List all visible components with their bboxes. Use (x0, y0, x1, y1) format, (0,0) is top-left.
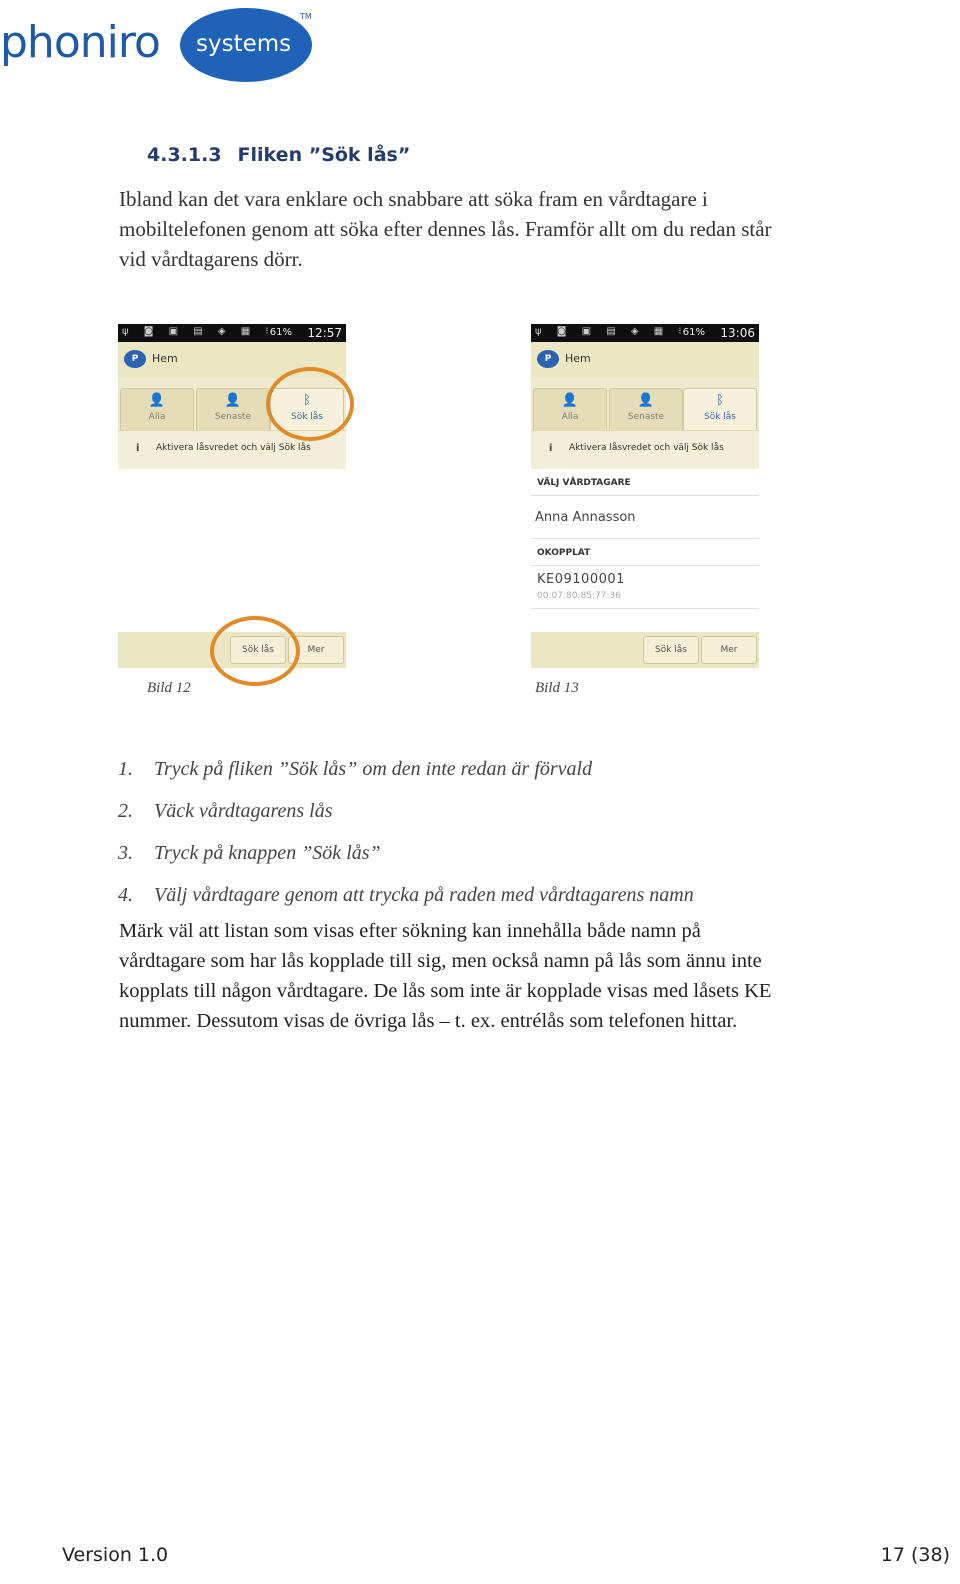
tab-senaste[interactable] (609, 388, 683, 431)
footer-version: Version 1.0 (62, 1544, 169, 1566)
screenshot-13 (531, 324, 759, 668)
divider (531, 538, 759, 539)
step-number: 3. (118, 842, 133, 864)
list-section-header: VÄLJ VÅRDTAGARE (531, 470, 759, 496)
bluetooth-icon: ᛒ (716, 393, 724, 408)
sok-las-button[interactable]: Sök lås (643, 636, 699, 664)
bluetooth-icon: ᛒ (303, 393, 311, 408)
note-line: kopplats till någon vårdtagare. De lås som inte är kopplade visas med låsets KE (119, 980, 772, 1002)
company-logo (0, 2, 320, 86)
intro-line: Ibland kan det vara enklare och snabbare att söka fram en vårdtagare i (119, 187, 708, 211)
tab-label: Sök lås (291, 412, 323, 422)
person-icon: 👤 (148, 393, 166, 408)
tab-label: Senaste (627, 412, 665, 422)
logo-word: phoniro (0, 17, 160, 68)
mer-button[interactable]: Mer (701, 636, 757, 664)
logo-trademark: TM (300, 12, 312, 21)
note-paragraph (119, 916, 919, 1036)
logo-badge-text: systems (196, 31, 292, 57)
step-text: Välj vårdtagare genom att trycka på raden med vårdtagarens namn (154, 884, 694, 906)
tab-bar (531, 378, 759, 430)
person-icon: 👤 (637, 393, 655, 408)
section-number: 4.3.1.3 (147, 144, 222, 166)
figure-caption: Bild 12 (147, 680, 191, 696)
tab-sok-las[interactable] (683, 388, 757, 431)
step-text: Tryck på knappen ”Sök lås” (154, 842, 381, 864)
note-line: nummer. Dessutom visas de övriga lås – t. ex. entrélås som telefonen hittar. (119, 1010, 738, 1032)
status-icons: ψ ◙ ▣ ▤ ◈ ▦ ⁝ (535, 326, 688, 337)
footer-page-number: 17 (38) (880, 1544, 950, 1566)
step-item (118, 874, 918, 916)
hint-text: Aktivera låsvredet och välj Sök lås (569, 443, 724, 453)
tab-senaste[interactable] (196, 388, 270, 431)
note-line: Märk väl att listan som visas efter sökning kan innehålla både namn på (119, 920, 701, 942)
intro-line: mobiltelefonen genom att söka efter dennes lås. Framför allt om du redan står (119, 217, 772, 241)
sok-las-button[interactable]: Sök lås (230, 636, 286, 664)
bottom-bar (531, 632, 759, 668)
step-item (118, 748, 918, 790)
note-line: vårdtagare som har lås kopplade till sig, men också namn på lås som ännu inte (119, 950, 762, 972)
hint-text: Aktivera låsvredet och välj Sök lås (156, 443, 311, 453)
tab-label: Senaste (214, 412, 252, 422)
app-title: Hem (152, 352, 178, 365)
intro-line: vid vårdtagarens dörr. (119, 247, 303, 271)
step-number: 1. (118, 758, 133, 780)
person-icon: 👤 (561, 393, 579, 408)
status-time: 12:57 (307, 326, 342, 340)
battery-level: 61% (682, 327, 705, 338)
info-icon: i (549, 443, 553, 454)
list-section-header: OKOPPLAT (531, 540, 759, 566)
section-heading (147, 144, 410, 166)
app-logo-icon[interactable]: P (537, 350, 559, 368)
tab-label: Sök lås (704, 412, 736, 422)
divider (531, 608, 759, 609)
highlight-circle-button (210, 616, 300, 686)
person-icon: 👤 (224, 393, 242, 408)
steps-list (118, 748, 918, 916)
status-icons: ψ ◙ ▣ ▤ ◈ ▦ ⁝ (122, 326, 275, 337)
mer-button[interactable]: Mer (288, 636, 344, 664)
status-bar (118, 324, 346, 342)
lock-row-id[interactable]: KE09100001 (537, 572, 625, 587)
step-number: 4. (118, 884, 133, 906)
status-bar (531, 324, 759, 342)
intro-paragraph (119, 184, 919, 274)
step-number: 2. (118, 800, 133, 822)
step-text: Tryck på fliken ”Sök lås” om den inte redan är förvald (154, 758, 593, 780)
section-title: Fliken ”Sök lås” (237, 144, 411, 166)
highlight-circle-tab (266, 367, 354, 441)
status-time: 13:06 (720, 326, 755, 340)
tab-alla[interactable] (120, 388, 194, 431)
tab-label: Alla (561, 412, 579, 422)
figure-caption: Bild 13 (535, 680, 579, 696)
tab-label: Alla (148, 412, 166, 422)
patient-row[interactable]: Anna Annasson (535, 510, 636, 525)
step-item (118, 832, 918, 874)
hint-bar (531, 430, 759, 469)
info-icon: i (136, 443, 140, 454)
app-header (531, 342, 759, 378)
lock-row-mac: 00:07:80:85:77:36 (537, 591, 621, 601)
app-title: Hem (565, 352, 591, 365)
step-text: Väck vårdtagarens lås (154, 800, 333, 822)
app-logo-icon[interactable]: P (124, 350, 146, 368)
tab-alla[interactable] (533, 388, 607, 431)
step-item (118, 790, 918, 832)
battery-level: 61% (269, 327, 292, 338)
